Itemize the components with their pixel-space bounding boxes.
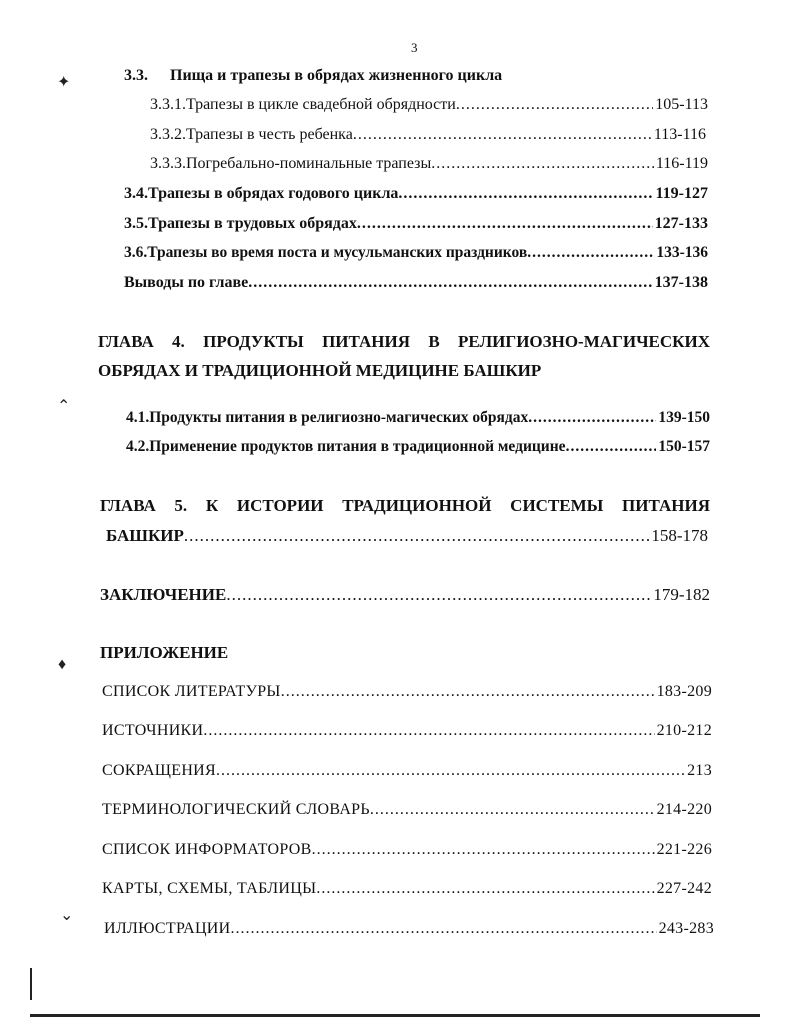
page-range: 183-209 bbox=[656, 683, 712, 700]
subsection-title: Погребально-поминальные трапезы bbox=[186, 155, 432, 172]
appendix-item-title: СПИСОК ЛИТЕРАТУРЫ bbox=[102, 683, 281, 700]
subsection-number: 3.3.3. bbox=[150, 155, 186, 172]
section-number: 4.2. bbox=[126, 438, 150, 455]
section-title: Применение продуктов питания в традиционной медицине bbox=[149, 438, 566, 455]
margin-mark: ⌃ bbox=[57, 398, 71, 415]
page-range: 221-226 bbox=[656, 841, 712, 858]
toc-chapter3-conclusions[interactable] bbox=[124, 274, 708, 292]
toc-section-4-2[interactable] bbox=[126, 438, 710, 456]
subsection-title: Трапезы в честь ребенка bbox=[186, 126, 353, 143]
leader-dots bbox=[528, 409, 656, 427]
margin-mark: ✦ bbox=[57, 74, 71, 91]
toc-appendix-item[interactable] bbox=[102, 683, 712, 701]
leader-dots bbox=[203, 722, 654, 740]
page-range: 119-127 bbox=[655, 185, 708, 202]
page-range: 127-133 bbox=[654, 215, 708, 232]
section-title: Трапезы во время поста и мусульманских праздников bbox=[147, 244, 528, 261]
appendix-item-title: ИЛЛЮСТРАЦИИ bbox=[104, 920, 231, 937]
leader-dots bbox=[184, 526, 649, 546]
section-title: Пища и трапезы в обрядах жизненного цикла bbox=[170, 67, 503, 84]
section-title: Продукты питания в религиозно-магических обрядах bbox=[149, 409, 529, 426]
toc-subsection-3-3-2[interactable] bbox=[150, 126, 706, 144]
section-number: 3.3. bbox=[124, 67, 148, 84]
leader-dots bbox=[281, 683, 655, 701]
leader-dots bbox=[566, 438, 657, 456]
appendix-item-title: СПИСОК ИНФОРМАТОРОВ bbox=[102, 841, 312, 858]
toc-conclusion[interactable] bbox=[100, 585, 710, 605]
page-range: 137-138 bbox=[654, 274, 708, 291]
page-range: 158-178 bbox=[651, 526, 708, 545]
section-number: 3.5. bbox=[124, 215, 148, 232]
appendix-item-title: ИСТОЧНИКИ bbox=[102, 722, 204, 739]
leader-dots bbox=[316, 880, 654, 898]
page-range: 214-220 bbox=[656, 801, 712, 818]
leader-dots bbox=[527, 244, 654, 262]
toc-section-4-1[interactable] bbox=[126, 409, 710, 427]
conclusions-title: Выводы по главе bbox=[124, 274, 249, 291]
toc-chapter5-line2[interactable] bbox=[106, 526, 708, 546]
leader-dots bbox=[357, 215, 653, 233]
chapter4-heading-line1[interactable]: ГЛАВА 4. ПРОДУКТЫ ПИТАНИЯ В РЕЛИГИОЗНО-МАГИЧЕСКИХ bbox=[98, 332, 710, 351]
appendix-item-title: КАРТЫ, СХЕМЫ, ТАБЛИЦЫ bbox=[102, 880, 317, 897]
chapter4-heading-line2[interactable]: ОБРЯДАХ И ТРАДИЦИОННОЙ МЕДИЦИНЕ БАШКИР bbox=[98, 361, 542, 380]
page-range: 210-212 bbox=[656, 722, 712, 739]
toc-appendix-item[interactable] bbox=[104, 920, 714, 938]
page-range: 105-113 bbox=[655, 96, 708, 113]
scan-edge-line bbox=[30, 968, 32, 1000]
leader-dots bbox=[456, 96, 653, 114]
appendix-item-title: СОКРАЩЕНИЯ bbox=[102, 762, 216, 779]
section-title: Трапезы в обрядах годового цикла bbox=[148, 185, 399, 202]
toc-section-3-4[interactable] bbox=[124, 185, 708, 203]
leader-dots bbox=[312, 841, 655, 859]
leader-dots bbox=[370, 801, 655, 819]
leader-dots bbox=[353, 126, 652, 144]
margin-mark: ⌄ bbox=[60, 907, 74, 924]
page-number: 3 bbox=[411, 40, 418, 55]
toc-subsection-3-3-1[interactable] bbox=[150, 96, 708, 114]
toc-appendix-item[interactable] bbox=[102, 722, 712, 740]
toc-section-3-3[interactable] bbox=[124, 67, 502, 85]
page-range: 179-182 bbox=[653, 585, 710, 604]
page-range: 116-119 bbox=[655, 155, 708, 172]
toc-subsection-3-3-3[interactable] bbox=[150, 155, 708, 173]
page-range: 243-283 bbox=[658, 920, 714, 937]
chapter5-heading-line2: БАШКИР bbox=[106, 526, 184, 545]
page-range: 227-242 bbox=[656, 880, 712, 897]
margin-mark: ♦ bbox=[58, 656, 67, 673]
leader-dots bbox=[398, 185, 653, 203]
toc-appendix-item[interactable] bbox=[102, 841, 712, 859]
toc-section-3-5[interactable] bbox=[124, 215, 708, 233]
leader-dots bbox=[248, 274, 652, 292]
leader-dots bbox=[216, 762, 685, 780]
page-range: 150-157 bbox=[658, 438, 710, 455]
leader-dots bbox=[226, 585, 651, 605]
chapter5-heading-line1[interactable]: ГЛАВА 5. К ИСТОРИИ ТРАДИЦИОННОЙ СИСТЕМЫ ПИТАНИЯ bbox=[100, 496, 710, 515]
subsection-number: 3.3.1. bbox=[150, 96, 186, 113]
bottom-rule bbox=[30, 1014, 760, 1017]
conclusion-title: ЗАКЛЮЧЕНИЕ bbox=[100, 585, 227, 604]
section-number: 3.6. bbox=[124, 244, 148, 261]
section-title: Трапезы в трудовых обрядах bbox=[148, 215, 357, 232]
appendix-heading[interactable]: ПРИЛОЖЕНИЕ bbox=[100, 643, 229, 662]
toc-appendix-item[interactable] bbox=[102, 801, 712, 819]
toc-section-3-6[interactable] bbox=[124, 244, 708, 262]
section-number: 3.4. bbox=[124, 185, 148, 202]
section-number: 4.1. bbox=[126, 409, 150, 426]
page-range: 213 bbox=[687, 762, 712, 779]
subsection-number: 3.3.2. bbox=[150, 126, 186, 143]
page-range: 133-136 bbox=[656, 244, 708, 261]
toc-appendix-item[interactable] bbox=[102, 880, 712, 898]
appendix-item-title: ТЕРМИНОЛОГИЧЕСКИЙ СЛОВАРЬ bbox=[102, 801, 370, 818]
toc-appendix-item[interactable] bbox=[102, 762, 712, 780]
subsection-title: Трапезы в цикле свадебной обрядности bbox=[186, 96, 456, 113]
page-range: 139-150 bbox=[658, 409, 710, 426]
leader-dots bbox=[231, 920, 657, 938]
page-range: 113-116 bbox=[653, 126, 706, 143]
leader-dots bbox=[431, 155, 654, 173]
